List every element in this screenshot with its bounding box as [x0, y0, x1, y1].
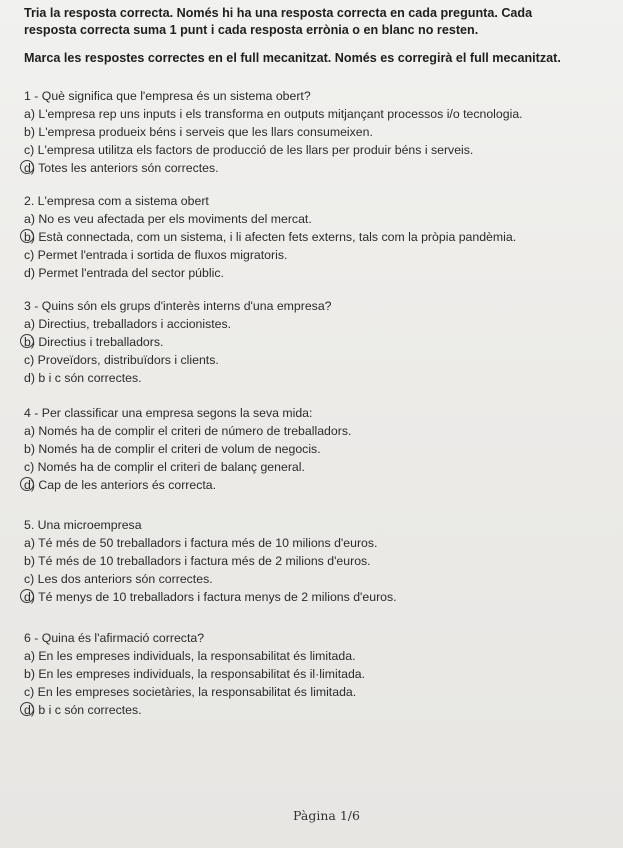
page-footer [0, 808, 623, 823]
option-c: c) Només ha de complir el criteri de balanç general. [24, 460, 305, 474]
option-b: b) Té més de 10 treballadors i factura més de 2 milions d'euros. [24, 554, 371, 568]
question-text: 6 - Quina és l'afirmació correcta? [24, 631, 205, 645]
option-a: a) L'empresa rep uns inputs i els transforma en outputs mitjançant processos i/o tecnologia. [24, 107, 523, 121]
question-3 [24, 297, 617, 387]
option-a: a) En les empreses individuals, la responsabilitat és limitada. [24, 649, 356, 663]
option-text: d) Té menys de 10 treballadors i factura menys de 2 milions d'euros. [24, 590, 397, 604]
page-number: Pàgina 1/6 [293, 808, 360, 823]
option-text: d) Cap de les anteriors és correcta. [24, 478, 217, 492]
option-b: b) L'empresa produeix béns i serveis que les llars consumeixen. [24, 125, 373, 139]
question-text: 3 - Quins són els grups d'interès interns d'una empresa? [24, 299, 332, 313]
question-text: 4 - Per classificar una empresa segons la seva mida: [24, 406, 313, 420]
question-text: 1 - Què significa que l'empresa és un sistema obert? [24, 89, 311, 103]
marked-circle [20, 477, 34, 491]
option-a: a) Només ha de complir el criteri de número de treballadors. [24, 424, 352, 438]
option-b: b) Només ha de complir el criteri de volum de negocis. [24, 442, 321, 456]
instructions-line-1: Tria la resposta correcta. Només hi ha una resposta correcta en cada pregunta. Cada [24, 6, 533, 20]
question-1 [24, 87, 617, 177]
option-text: d) Totes les anteriors són correctes. [24, 161, 219, 175]
option-c: c) Les dos anteriors són correctes. [24, 572, 213, 586]
option-text: b) Està connectada, com un sistema, i li afecten fets externs, tals com la pròpia pandèmia. [24, 230, 517, 244]
option-c: c) En les empreses societàries, la responsabilitat és limitada. [24, 685, 357, 699]
option-c: c) Proveïdors, distribuïdors i clients. [24, 353, 219, 367]
option-c: c) Permet l'entrada i sortida de fluxos migratoris. [24, 248, 288, 262]
option-text: d) b i c són correctes. [24, 703, 142, 717]
option-text: b) Directius i treballadors. [24, 335, 164, 349]
question-5 [24, 516, 617, 606]
question-text: 2. L'empresa com a sistema obert [24, 194, 209, 208]
option-a: a) Té més de 50 treballadors i factura més de 10 milions d'euros. [24, 536, 378, 550]
marked-circle [20, 160, 34, 174]
option-b [24, 228, 617, 246]
marked-circle [20, 334, 34, 348]
instructions-block [24, 5, 619, 39]
option-d [24, 588, 617, 606]
instructions-line-2: Marca les respostes correctes en el full mecanitzat. Només es corregirà el full mecanitzat. [24, 51, 561, 65]
question-2 [24, 192, 617, 282]
option-d [24, 159, 617, 177]
option-b [24, 333, 617, 351]
option-a: a) No es veu afectada per els moviments del mercat. [24, 212, 312, 226]
marked-circle [20, 229, 34, 243]
instructions-line-1b: resposta correcta suma 1 punt i cada resposta errònia o en blanc no resten. [24, 23, 479, 37]
option-c: c) L'empresa utilitza els factors de producció de les llars per produir béns i serveis. [24, 143, 474, 157]
option-d [24, 476, 617, 494]
option-d [24, 701, 617, 719]
marked-circle [20, 589, 34, 603]
question-4 [24, 404, 617, 494]
option-b: b) En les empreses individuals, la responsabilitat és il·limitada. [24, 667, 366, 681]
option-d: d) b i c són correctes. [24, 371, 142, 385]
question-text: 5. Una microempresa [24, 518, 142, 532]
question-6 [24, 629, 617, 719]
option-d: d) Permet l'entrada del sector públic. [24, 266, 224, 280]
marked-circle [20, 702, 34, 716]
option-a: a) Directius, treballadors i accionistes. [24, 317, 232, 331]
